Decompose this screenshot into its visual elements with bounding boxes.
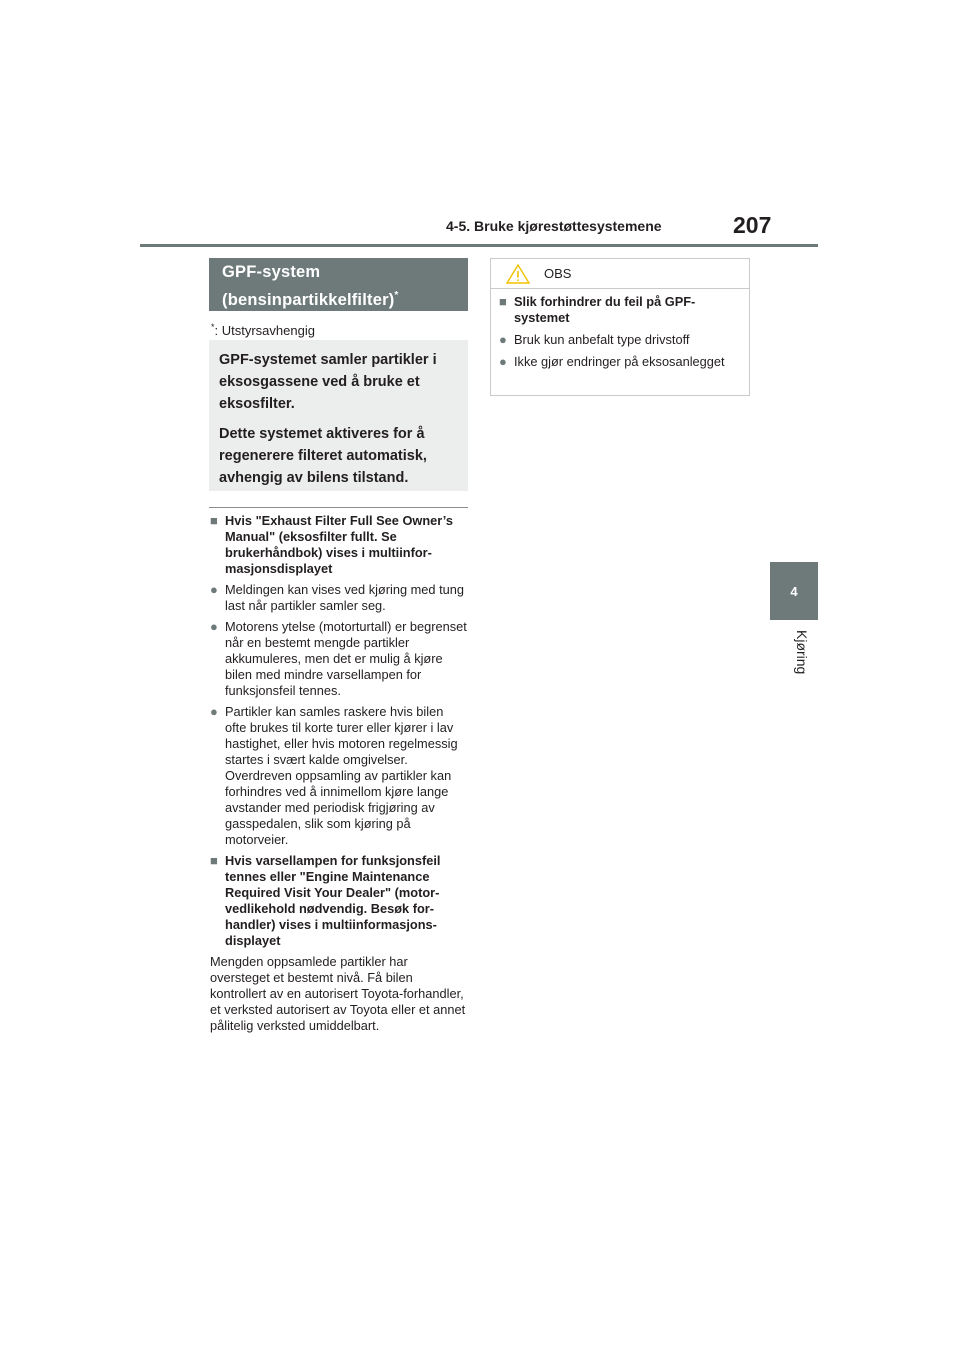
section-heading-line2-text: (bensinpartikkelfilter) [222,291,395,309]
list-item-text: Motorens ytelse (motorturtall) er begrenset når en bestemt mengde partikler akkumuleres, men det er mulig å kjøre bilen med mindre varsellampen for funksjonsfeil tennes. [225,619,467,698]
warning-triangle-icon [506,264,530,284]
circle-bullet-icon: ● [499,332,507,347]
summary-box [209,340,468,491]
obs-notice-box [490,258,750,396]
subheading-malfunction-lamp [210,853,468,949]
main-content [210,513,468,1034]
circle-bullet-icon: ● [210,619,218,634]
list-item [499,332,741,348]
list-item [210,619,468,699]
footnote [211,322,315,338]
square-bullet-icon: ■ [499,294,507,309]
header-rule [140,244,818,247]
square-bullet-icon: ■ [210,853,218,868]
circle-bullet-icon: ● [210,704,218,719]
obs-subheading [499,294,741,326]
list-item-text: Bruk kun anbefalt type drivstoff [514,332,690,347]
obs-header [491,259,749,289]
list-item [210,704,468,848]
circle-bullet-icon: ● [210,582,218,597]
section-divider [209,507,468,508]
page-number: 207 [733,212,772,238]
subheading-exhaust-filter-full [210,513,468,577]
subheading-text: Hvis "Exhaust Filter Full See Owner’s Manual" (eksosfilter fullt. Se brukerhåndbok) vises i multiinformasjonsdisplayet [225,513,453,576]
chapter-tab [770,562,818,620]
section-heading-mark: * [394,290,399,301]
subheading-text: Hvis varsellampen for funksjonsfeil tennes eller "Engine Maintenance Required Visit Your Dealer" (motorvedlikehold nødvendig. Besøk forhandler) vises i multiinformasjonsdisplayet [225,853,441,948]
summary-paragraph-1: GPF-systemet samler partikler i eksosgassene ved å bruke et eksosfilter. [219,352,437,412]
running-header-title: 4-5. Bruke kjørestøttesystemene [446,218,662,234]
obs-subheading-text: Slik forhindrer du feil på GPF-systemet [514,294,696,325]
chapter-number: 4 [790,583,798,599]
footnote-mark: * [211,322,215,332]
obs-body [491,289,749,370]
section-heading-line2 [222,284,456,312]
summary-paragraph-2: Dette systemet aktiveres for å regenerere filteret automatisk, avhengig av bilens tilstand. [219,426,427,486]
list-item-text: Partikler kan samles raskere hvis bilen ofte brukes til korte turer eller kjører i lav hastighet, eller hvis motoren regelmessig startes i svært kalde omgivelser. Overdreven oppsamling av partikler kan forhindres ved å innimellom kjøre lange avstander med periodisk frigjøring av gasspedalen, slik som kjøring på motorveier. [225,704,458,847]
chapter-label: Kjøring [794,630,810,675]
section-heading-line1: GPF-system [222,263,321,281]
list-item-text: Ikke gjør endringer på eksosanlegget [514,354,725,369]
list-item-text: Meldingen kan vises ved kjøring med tung last når partikler samler seg. [225,582,464,613]
footnote-text: : Utstyrsavhengig [214,323,315,338]
section-heading [209,258,468,311]
list-item [499,354,741,370]
body-paragraph: Mengden oppsamlede partikler har oversteget et bestemt nivå. Få bilen kontrollert av en autorisert Toyota-forhandler, et verksted autorisert av Toyota eller et annet pålitelig verksted umiddelbart. [210,954,466,1033]
list-item [210,582,468,614]
obs-title: OBS [544,266,572,281]
square-bullet-icon: ■ [210,513,218,528]
circle-bullet-icon: ● [499,354,507,369]
